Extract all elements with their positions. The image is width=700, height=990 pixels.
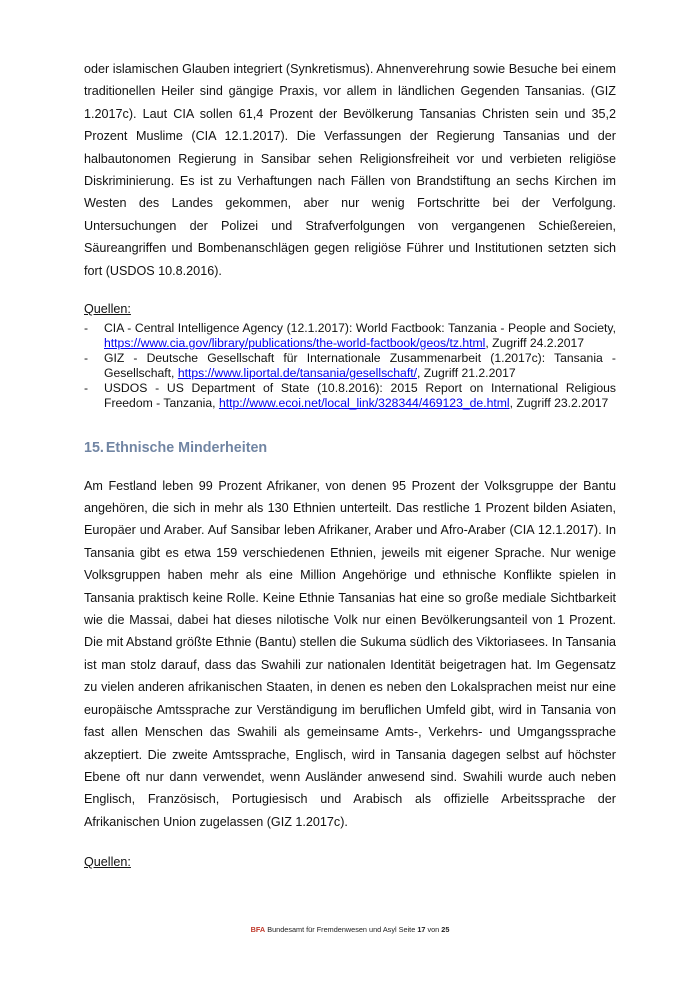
source-text: GIZ - Deutsche Gesellschaft für Internationale Zusammenarbeit (1.2017c): Tansania - Gesellschaft,: [104, 351, 616, 380]
source-text: CIA - Central Intelligence Agency (12.1.2017): World Factbook: Tanzania - People and Society,: [104, 321, 616, 336]
section-title: Ethnische Minderheiten: [105, 439, 268, 456]
source-item-giz: [84, 351, 616, 380]
bfa-logo: BFA: [250, 925, 266, 934]
section-heading: [84, 439, 616, 457]
sources-label: Quellen:: [84, 302, 131, 317]
page-footer: [0, 925, 700, 934]
section-number: 15.: [84, 439, 104, 456]
footer-page-total: 25: [441, 925, 450, 934]
source-item-usdos: [84, 381, 616, 410]
footer-page-word: Seite: [398, 925, 416, 934]
bullet-dash: -: [84, 321, 89, 336]
source-item-cia: [84, 321, 616, 350]
bullet-dash: -: [84, 351, 89, 366]
source-access-date: , Zugriff 23.2.2017: [509, 396, 609, 411]
paragraph-religion: oder islamischen Glauben integriert (Synkretismus). Ahnenverehrung sowie Besuche bei einem traditionellen Heiler sind gängige Praxis, vor allem in ländlichen Gegenden Tansanias. (GIZ 1.2017c). Laut CIA sollen 61,4 Prozent der Bevölkerung Tansanias Christen sein und 35,2 Prozent Muslime (CIA 12.1.2017). Die Verfassungen der Regierung Tansanias und der halbautonomen Regierung in Sansibar sehen Religionsfreiheit vor und verbieten religiöse Diskriminierung. Es ist zu Verhaftungen nach Fällen von Brandstiftung an sechs Kirchen im Westen des Landes gekommen, aber nur wenig Fortschritte bei der Verfolgung. Untersuchungen der Polizei und Strafverfolgungen von vergangenen Schießereien, Säureangriffen und Bombenanschlägen gegen religiöse Führer und Institutionen setzten sich fort (USDOS 10.8.2016).: [84, 62, 616, 278]
source-text: USDOS - US Department of State (10.8.2016): 2015 Report on International Religious Freedom - Tanzania,: [104, 381, 616, 411]
footer-of-word: von: [427, 925, 440, 934]
sources-label-2: Quellen:: [84, 855, 131, 870]
footer-page-number: 17: [417, 925, 426, 934]
paragraph-ethnic-minorities: Am Festland leben 99 Prozent Afrikaner, von denen 95 Prozent der Volksgruppe der Bantu angehören, die sich in mehr als 130 Ethnien unterteilt. Das restliche 1 Prozent bilden Asiaten, Europäer und Araber. Auf Sansibar leben Afrikaner, Araber und Afro-Araber (CIA 12.1.2017). In Tansania gibt es etwa 159 verschiedenen Ethnien, jeweils mit eigener Sprache. Nur wenige Volksgruppen haben mehr als eine Million Angehörige und ethnische Konflikte spielen in Tansania praktisch keine Rolle. Keine Ethnie Tansanias hat eine so große mediale Sichtbarkeit wie die Massai, dabei hat dieses nilotische Volk nur einen Bevölkerungsanteil von 1 Prozent. Die mit Abstand größte Ethnie (Bantu) stellen die Sukuma südlich des Viktoriasees. In Tansania ist man stolz darauf, dass das Swahili zur nationalen Identität beigetragen hat. Im Gegensatz zu vielen anderen afrikanischen Staaten, in denen es neben den Lokalsprachen meist nur eine europäische Amtssprache zur Verständigung im beruflichen Umfeld gibt, wird in Tansania von fast allen Menschen das Swahili als gemeinsame Amts-, Verkehrs- und Umgangssprache akzeptiert. Die zweite Amtssprache, Englisch, wird in Tansania dagegen selbst auf höchster Ebene oft nur dann verwendet, wenn Ausländer anwesend sind. Swahili wurde auch neben Englisch, Französisch, Portugiesisch und Arabisch als offizielle Arbeitssprache der Afrikanischen Union zugelassen (GIZ 1.2017c).: [84, 478, 616, 829]
bullet-dash: -: [84, 381, 89, 396]
footer-org: Bundesamt für Fremdenwesen und Asyl: [267, 925, 397, 934]
source-link-usdos[interactable]: http://www.ecoi.net/local_link/328344/469123_de.html: [218, 396, 510, 411]
sources-list: [84, 321, 616, 411]
document-page: [84, 58, 616, 874]
source-access-date: , Zugriff 24.2.2017: [485, 335, 585, 350]
source-link-giz[interactable]: https://www.liportal.de/tansania/gesellschaft/: [177, 365, 417, 380]
source-link-cia[interactable]: https://www.cia.gov/library/publications/the-world-factbook/geos/tz.html: [104, 335, 486, 350]
source-access-date: , Zugriff 21.2.2017: [416, 365, 516, 380]
